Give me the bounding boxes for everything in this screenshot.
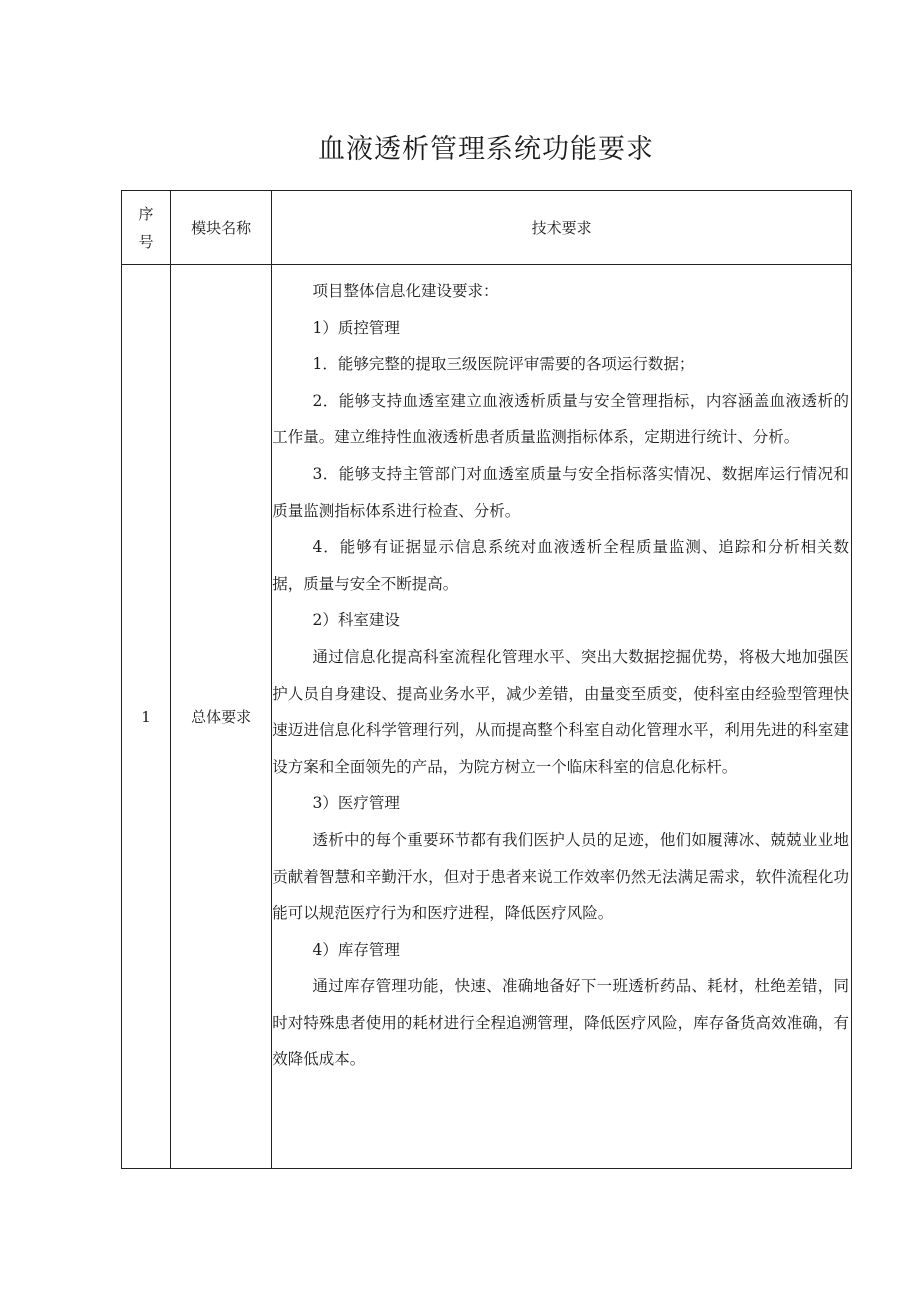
table-row [122,265,852,1169]
section-heading-medical-management: 3）医疗管理 [312,794,400,813]
header-serial-line2: 号 [138,232,154,251]
requirements-table [121,190,852,1169]
header-serial-line1: 序 [138,204,154,223]
requirement-item: 1．能够完整的提取三级医院评审需要的各项运行数据； [312,355,695,374]
requirement-item: 4．能够有证据显示信息系统对血液透析全程质量监测、追踪和分析相关数据，质量与安全不断提高。 [272,538,849,593]
document-title: 血液透析管理系统功能要求 [318,134,654,165]
requirement-paragraph: 通过信息化提高科室流程化管理水平、突出大数据挖掘优势，将极大地加强医护人员自身建设、提高业务水平，减少差错，由量变至质变，使科室由经验型管理快速迈进信息化科学管理行列，从而提高整个科室自动化管理水平，利用先进的科室建设方案和全面领先的产品，为院方树立一个临床科室的信息化标杆。 [272,647,849,776]
header-module-name: 模块名称 [171,191,272,265]
row-technical-requirements [272,265,852,1169]
requirement-paragraph: 透析中的每个重要环节都有我们医护人员的足迹，他们如履薄冰、兢兢业业地贡献着智慧和辛勤汗水，但对于患者来说工作效率仍然无法满足需求，软件流程化功能可以规范医疗行为和医疗进程，降低医疗风险。 [272,830,849,923]
row-serial-number: 1 [122,265,171,1169]
section-heading-inventory-management: 4）库存管理 [312,940,400,959]
section-heading-department-building: 2）科室建设 [312,611,400,630]
header-technical-requirements: 技术要求 [272,191,852,265]
requirement-paragraph: 通过库存管理功能，快速、准确地备好下一班透析药品、耗材，杜绝差错，同时对特殊患者使用的耗材进行全程追溯管理，降低医疗风险，库存备货高效准确，有效降低成本。 [272,977,849,1069]
requirement-item: 2．能够支持血透室建立血液透析质量与安全管理指标，内容涵盖血液透析的工作量。建立维持性血液透析患者质量监测指标体系，定期进行统计、分析。 [272,391,849,447]
requirement-intro: 项目整体信息化建设要求： [312,282,499,300]
table-header-row [122,191,852,265]
header-serial-number [122,191,171,265]
section-heading-quality-control: 1）质控管理 [312,318,400,337]
requirement-item: 3．能够支持主管部门对血透室质量与安全指标落实情况、数据库运行情况和质量监测指标体系进行检查、分析。 [272,464,849,520]
row-module-name: 总体要求 [171,265,272,1169]
